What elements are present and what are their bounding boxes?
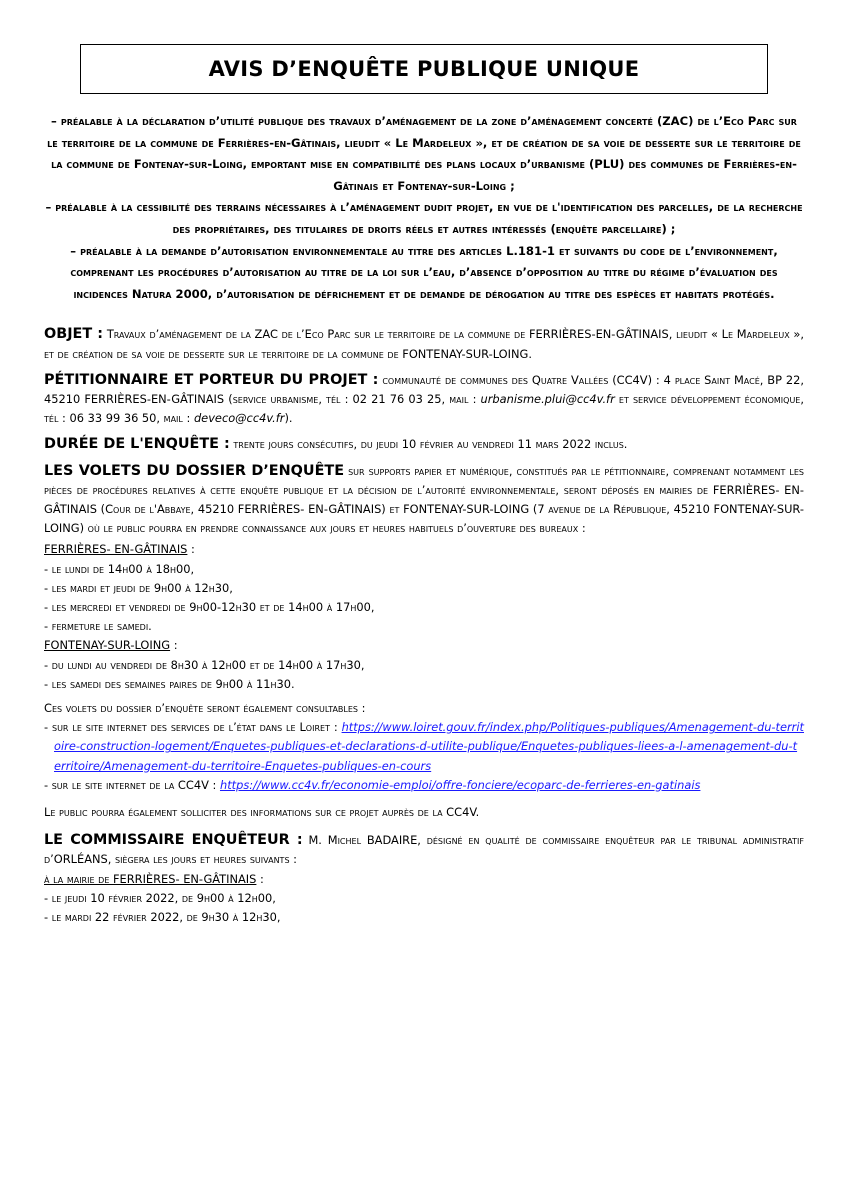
consult-intro: Ces volets du dossier d’enquête seront également consultables : xyxy=(44,701,366,715)
commissaire-heading: LE COMMISSAIRE ENQUÊTEUR : xyxy=(44,832,303,849)
link-cc4v[interactable]: https://www.cc4v.fr/economie-emploi/offre-fonciere/ecoparc-de-ferrieres-en-gatinais xyxy=(219,777,701,792)
link-loiret[interactable]: https://www.loiret.gouv.fr/index.php/Politiques-publiques/Amenagement-du-territoire-construction-logement/Enquetes-publiques-et-declarations-d-utilite-publique/Enquetes-publiques-liees-a-l-amenagement-du-territoire/Amenagement-du-territoire-Enquetes-publiques-en-cours xyxy=(54,720,804,773)
section-commissaire: LE COMMISSAIRE ENQUÊTEUR : M. Michel BADAIRE, désigné en qualité de commissaire enquêteur par le tribunal administratif d’ORLÉANS, siègera les jours et heures suivants : à la mairie de FERRIÈRES- EN-GÂTINAIS : - le jeudi 10 février 2022, de 9h00 à 12h00, - le mardi 22 février 2022, de 9h30 à 12h30, xyxy=(44,831,804,927)
list-item: - les mercredi et vendredi de 9h00-12h30 et de 14h00 à 17h00, xyxy=(44,599,375,614)
hours-ferrieres: FERRIÈRES- EN-GÂTINAIS : - le lundi de 14h00 à 18h00, - les mardi et jeudi de 9h00 à 12h30, - les mercredi et vendredi de 9h00-12h30 et de 14h00 à 17h00, - fermeture le samedi. FONTENAY-SUR-LOING : - du lundi au vendredi de 8h30 à 12h00 et de 14h00 à 17h30, - les samedi des semaines paires de 9h00 à 11h30. xyxy=(44,540,804,694)
notice-page xyxy=(44,44,804,927)
page-title: AVIS D’ENQUÊTE PUBLIQUE UNIQUE xyxy=(208,57,640,81)
consult-cc4v-text: - sur le site internet de la CC4V : xyxy=(44,777,217,792)
list-item: - le lundi de 14h00 à 18h00, xyxy=(44,561,195,576)
duree-text: trente jours consécutifs, du jeudi 10 février au vendredi 11 mars 2022 inclus. xyxy=(233,437,628,452)
volets-text: sur supports papier et numérique, constitués par le pétitionnaire, comprenant notamment les pièces de procédures relatives à cette enquête publique et la décision de l’autorité environnementale, seront déposés en mairies de FERRIÈRES- EN-GÂTINAIS (Cour de l'Abbaye, 45210 FERRIÈRES- EN-GÂTINAIS) et FONTENAY-SUR-LOING (7 avenue de la République, 45210 FONTENAY-SUR-LOING) où le public pourra en prendre connaissance aux jours et heures habituels d’ouverture des bureaux : xyxy=(44,463,805,536)
list-item: - les samedi des semaines paires de 9h00 à 11h30. xyxy=(44,676,295,691)
consultation-block xyxy=(44,699,804,822)
petitionnaire-text-3: ). xyxy=(284,411,293,426)
email-urbanisme[interactable]: urbanisme.plui@cc4v.fr xyxy=(480,391,615,406)
list-item: - les mardi et jeudi de 9h00 à 12h30, xyxy=(44,580,233,595)
petitionnaire-text-1: communauté de communes des Quatre Vallées (CC4V) : 4 place Saint Macé, BP 22, 45210 FERRIÈRES-EN-GÂTINAIS (service urbanisme, tél : 02 21 76 03 25, mail : xyxy=(44,372,804,406)
objet-text: Travaux d’aménagement de la ZAC de l’Eco Parc sur le territoire de la commune de FERRIÈRES-EN-GÂTINAIS, lieudit « Le Mardeleux », et de création de sa voie de desserte sur le territoire de la commune de FONTENAY-SUR-LOING. xyxy=(44,327,805,361)
commissaire-text: M. Michel BADAIRE, désigné en qualité de commissaire enquêteur par le tribunal administratif d’ORLÉANS, siègera les jours et heures suivants : xyxy=(44,833,804,867)
email-deveco[interactable]: deveco@cc4v.fr xyxy=(193,411,285,426)
volets-heading: LES VOLETS DU DOSSIER D’ENQUÊTE xyxy=(44,462,345,479)
section-objet xyxy=(44,325,804,363)
list-item: - le mardi 22 février 2022, de 9h30 à 12h30, xyxy=(44,910,281,925)
preamble-item-environnement: – préalable à la demande d’autorisation environnementale au titre des articles L.181-1 et suivants du code de l’environnement, comprenant les procédures d’autorisation au titre de la loi sur l’eau, d’absence d’opposition au titre du régime d’évaluation des incidences Natura 2000, d’autorisation de défrichement et de demande de dérogation au titre des espèces et habitats protégés. xyxy=(70,243,778,301)
section-volets xyxy=(44,462,804,539)
petitionnaire-text-2: et service développement économique, tél : 06 33 99 36 50, mail : xyxy=(44,391,804,426)
mairie-label: à la mairie de FERRIÈRES- EN-GÂTINAIS xyxy=(44,871,257,886)
duree-heading: DURÉE DE L'ENQUÊTE : xyxy=(44,436,230,453)
list-item: - du lundi au vendredi de 8h30 à 12h00 et de 14h00 à 17h30, xyxy=(44,657,365,672)
ferrieres-label: FERRIÈRES- EN-GÂTINAIS xyxy=(44,542,188,557)
section-petitionnaire xyxy=(44,371,804,429)
preamble xyxy=(44,111,804,305)
fontenay-label: FONTENAY-SUR-LOING xyxy=(44,638,171,653)
section-duree xyxy=(44,435,804,454)
consult-cc4v xyxy=(44,776,804,795)
public-info: Le public pourra également solliciter des informations sur ce projet auprès de la CC4V. xyxy=(44,805,480,820)
objet-heading: OBJET : xyxy=(44,326,104,343)
list-item: - fermeture le samedi. xyxy=(44,619,152,634)
consult-loiret xyxy=(44,718,804,776)
preamble-item-dup: – préalable à la déclaration d’utilité publique des travaux d’aménagement de la zone d’aménagement concerté (ZAC) de l’Eco Parc sur le territoire de la commune de Ferrières-en-Gâtinais, lieudit « Le Mardeleux », et de création de sa voie de desserte sur le territoire de la commune de Fontenay-sur-Loing, emportant mise en compatibilité des plans locaux d’urbanisme (PLU) des communes de Ferrières-en-Gâtinais et Fontenay-sur-Loing ; xyxy=(47,114,801,193)
title-box xyxy=(80,44,768,94)
preamble-item-cessibilite: – préalable à la cessibilité des terrains nécessaires à l’aménagement dudit projet, en vue de l'identification des parcelles, de la recherche des propriétaires, des titulaires de droits réels et autres intéressés (enquête parcellaire) ; xyxy=(45,200,803,236)
list-item: - le jeudi 10 février 2022, de 9h00 à 12h00, xyxy=(44,890,276,905)
consult-loiret-text: - sur le site internet des services de l’état dans le Loiret : xyxy=(44,720,338,735)
petitionnaire-heading: PÉTITIONNAIRE ET PORTEUR DU PROJET : xyxy=(44,371,379,388)
